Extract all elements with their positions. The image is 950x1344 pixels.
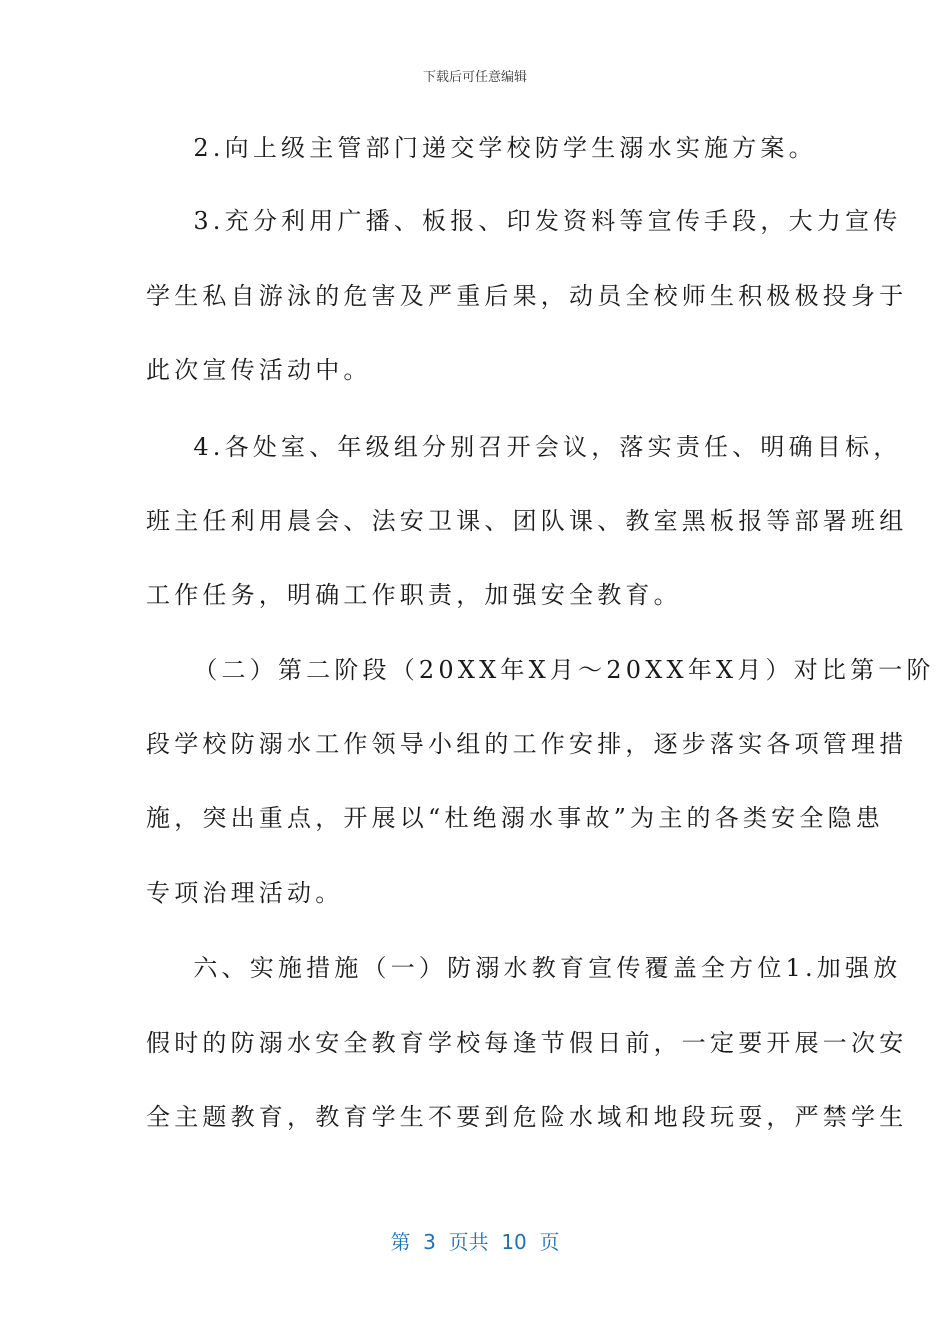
body-line-14: 全主题教育，教育学生不要到危险水域和地段玩耍，严禁学生 (146, 1103, 908, 1131)
body-line-6: 班主任利用晨会、法安卫课、团队课、教室黑板报等部署班组 (146, 507, 908, 535)
body-line-1: 2.向上级主管部门递交学校防学生溺水实施方案。 (146, 134, 817, 162)
body-line-4: 此次宣传活动中。 (146, 356, 372, 384)
page-number-footer: 第 3 页共 10 页 (390, 1230, 560, 1254)
body-line-12: 六、实施措施（一）防溺水教育宣传覆盖全方位1.加强放 (146, 954, 902, 982)
body-line-2: 3.充分利用广播、板报、印发资料等宣传手段，大力宣传 (146, 207, 902, 235)
body-line-8: （二）第二阶段（20XX年X月～20XX年X月）对比第一阶 (146, 656, 935, 684)
body-line-3: 学生私自游泳的危害及严重后果，动员全校师生积极极投身于 (146, 282, 908, 310)
body-line-5: 4.各处室、年级组分别召开会议，落实责任、明确目标， (146, 433, 902, 461)
body-line-13: 假时的防溺水安全教育学校每逢节假日前，一定要开展一次安 (146, 1029, 908, 1057)
body-line-7: 工作任务，明确工作职责，加强安全教育。 (146, 581, 682, 609)
body-line-11: 专项治理活动。 (146, 879, 344, 907)
header-note: 下载后可任意编辑 (422, 70, 527, 85)
body-line-9: 段学校防溺水工作领导小组的工作安排，逐步落实各项管理措 (146, 730, 908, 758)
body-line-10: 施，突出重点，开展以“杜绝溺水事故”为主的各类安全隐患 (146, 804, 884, 832)
